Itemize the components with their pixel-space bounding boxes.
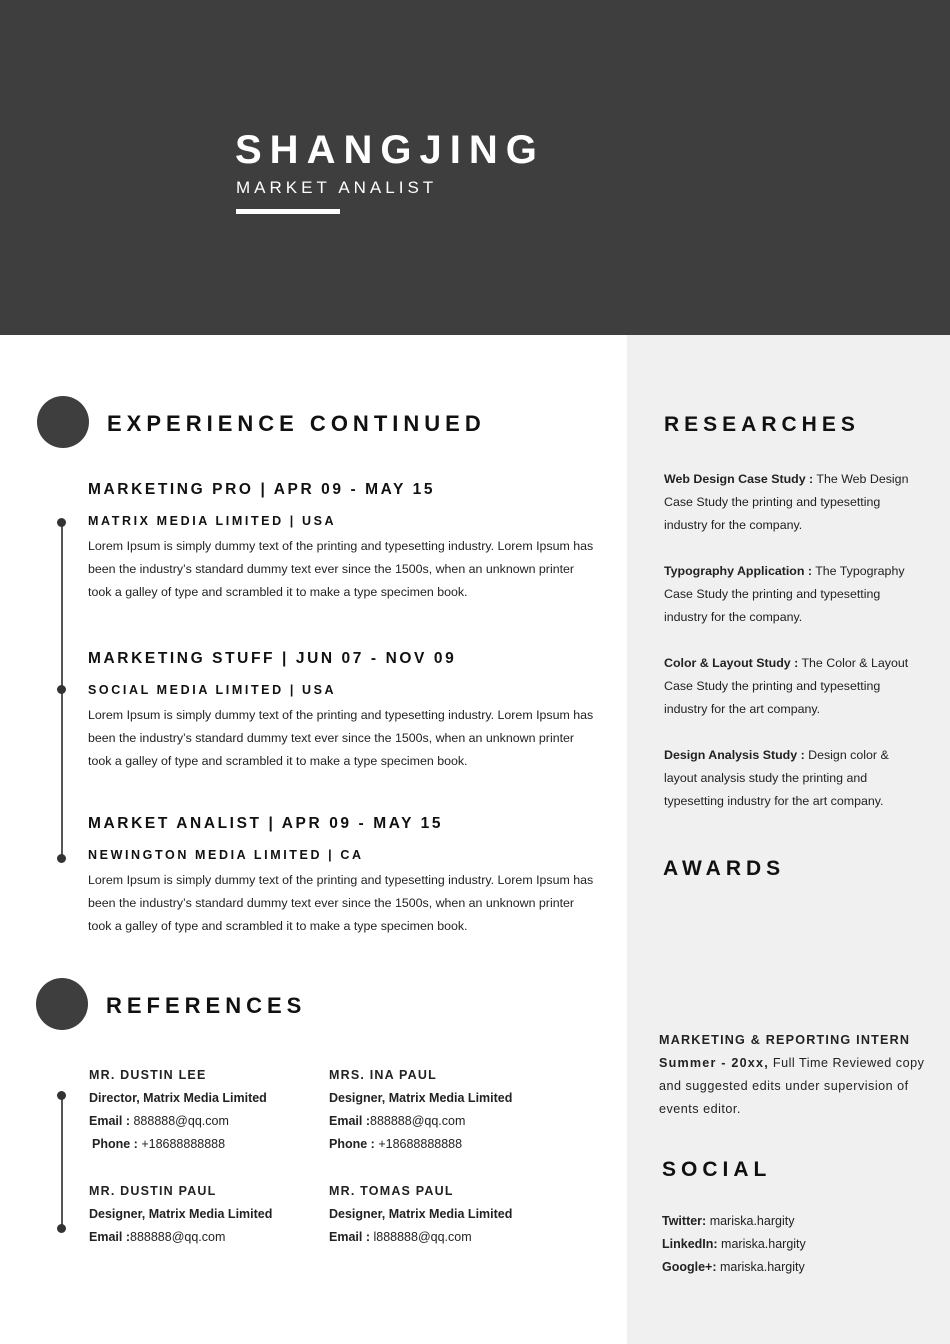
reference-name: MR. DUSTIN LEE bbox=[89, 1068, 207, 1082]
email-value[interactable]: l888888@qq.com bbox=[370, 1230, 472, 1244]
reference-email bbox=[329, 1110, 512, 1133]
research-item bbox=[664, 468, 912, 537]
reference-card bbox=[329, 1064, 512, 1156]
reference-phone bbox=[89, 1133, 267, 1156]
award-item bbox=[659, 1029, 929, 1121]
social-list bbox=[662, 1210, 806, 1279]
twitter-handle[interactable]: mariska.hargity bbox=[706, 1214, 795, 1228]
reference-email bbox=[329, 1226, 512, 1249]
email-label: Email : bbox=[89, 1230, 130, 1244]
timeline-dot bbox=[57, 685, 66, 694]
social-section-title: SOCIAL bbox=[662, 1158, 772, 1181]
social-item-linkedin bbox=[662, 1233, 806, 1256]
linkedin-label: LinkedIn: bbox=[662, 1237, 718, 1251]
research-text: The Typography Case Study the printing and typesetting industry for the company. bbox=[664, 564, 905, 624]
research-item bbox=[664, 652, 912, 721]
email-value[interactable]: 888888@qq.com bbox=[130, 1114, 229, 1128]
header-banner bbox=[0, 0, 950, 335]
researches-section-title: RESEARCHES bbox=[664, 413, 860, 436]
research-item bbox=[664, 560, 912, 629]
experience-circle-marker bbox=[37, 396, 89, 448]
research-text: The Color & Layout Case Study the printing and typesetting industry for the art company. bbox=[664, 656, 909, 716]
job-description: Lorem Ipsum is simply dummy text of the printing and typesetting industry. Lorem Ipsum has been the industry’s standard dummy text ever since the 1500s, when an unknown printer took a galley of type and scrambled it to make a type specimen book. bbox=[88, 708, 594, 768]
reference-card bbox=[89, 1180, 272, 1249]
social-item-twitter bbox=[662, 1210, 806, 1233]
reference-position: Designer, Matrix Media Limited bbox=[89, 1207, 273, 1221]
title-underline bbox=[236, 209, 340, 214]
job-company: MATRIX MEDIA LIMITED | USA bbox=[88, 514, 337, 528]
research-label: Design Analysis Study : bbox=[664, 748, 805, 762]
research-label: Color & Layout Study : bbox=[664, 656, 799, 670]
reference-email bbox=[89, 1110, 267, 1133]
job-title: MARKET ANALIST | APR 09 - MAY 15 bbox=[88, 815, 444, 832]
job-title: MARKETING PRO | APR 09 - MAY 15 bbox=[88, 481, 436, 498]
research-item bbox=[664, 744, 912, 813]
awards-section-title: AWARDS bbox=[663, 857, 786, 880]
research-text: Design color & layout analysis study the printing and typesetting industry for the art company. bbox=[664, 748, 889, 808]
references-circle-marker bbox=[36, 978, 88, 1030]
social-item-googleplus bbox=[662, 1256, 806, 1279]
award-heading: MARKETING & REPORTING INTERN Summer - 20xx, bbox=[659, 1033, 911, 1070]
research-text: The Web Design Case Study the printing and typesetting industry for the company. bbox=[664, 472, 909, 532]
phone-value: +18688888888 bbox=[137, 1137, 226, 1151]
reference-phone bbox=[329, 1133, 512, 1156]
experience-section-title: EXPERIENCE CONTINUED bbox=[107, 411, 486, 436]
job-company: SOCIAL MEDIA LIMITED | USA bbox=[88, 683, 337, 697]
reference-name: MR. DUSTIN PAUL bbox=[89, 1184, 217, 1198]
email-label: Email : bbox=[329, 1230, 370, 1244]
experience-item bbox=[88, 814, 598, 938]
reference-position: Director, Matrix Media Limited bbox=[89, 1091, 267, 1105]
candidate-role: MARKET ANALIST bbox=[236, 178, 438, 197]
timeline-dot bbox=[57, 1091, 66, 1100]
reference-name: MR. TOMAS PAUL bbox=[329, 1184, 454, 1198]
experience-item bbox=[88, 649, 598, 773]
references-timeline bbox=[61, 1096, 63, 1230]
phone-label: Phone : bbox=[329, 1137, 375, 1151]
googleplus-handle[interactable]: mariska.hargity bbox=[716, 1260, 805, 1274]
email-label: Email : bbox=[329, 1114, 370, 1128]
timeline-dot bbox=[57, 854, 66, 863]
reference-card bbox=[329, 1180, 512, 1249]
timeline-dot bbox=[57, 1224, 66, 1233]
phone-label: Phone : bbox=[92, 1137, 138, 1151]
reference-position: Designer, Matrix Media Limited bbox=[329, 1207, 513, 1221]
reference-card bbox=[89, 1064, 267, 1156]
research-label: Typography Application : bbox=[664, 564, 812, 578]
googleplus-label: Google+: bbox=[662, 1260, 717, 1274]
award-text: Full Time Reviewed copy and suggested edits under supervision of events editor. bbox=[659, 1056, 925, 1116]
timeline-dot bbox=[57, 518, 66, 527]
job-title: MARKETING STUFF | JUN 07 - NOV 09 bbox=[88, 650, 457, 667]
linkedin-handle[interactable]: mariska.hargity bbox=[717, 1237, 806, 1251]
email-label: Email : bbox=[89, 1114, 130, 1128]
research-label: Web Design Case Study : bbox=[664, 472, 814, 486]
email-value[interactable]: 888888@qq.com bbox=[130, 1230, 226, 1244]
experience-item bbox=[88, 480, 598, 604]
job-company: NEWINGTON MEDIA LIMITED | CA bbox=[88, 848, 364, 862]
job-description: Lorem Ipsum is simply dummy text of the printing and typesetting industry. Lorem Ipsum has been the industry’s standard dummy text ever since the 1500s, when an unknown printer took a galley of type and scrambled it to make a type specimen book. bbox=[88, 539, 594, 599]
reference-email bbox=[89, 1226, 272, 1249]
twitter-label: Twitter: bbox=[662, 1214, 707, 1228]
phone-value: +18688888888 bbox=[374, 1137, 463, 1151]
candidate-name: SHANGJING bbox=[235, 128, 545, 172]
job-description: Lorem Ipsum is simply dummy text of the printing and typesetting industry. Lorem Ipsum has been the industry’s standard dummy text ever since the 1500s, when an unknown printer took a galley of type and scrambled it to make a type specimen book. bbox=[88, 873, 594, 933]
email-value[interactable]: 888888@qq.com bbox=[370, 1114, 466, 1128]
reference-name: MRS. INA PAUL bbox=[329, 1068, 437, 1082]
reference-position: Designer, Matrix Media Limited bbox=[329, 1091, 513, 1105]
references-section-title: REFERENCES bbox=[106, 993, 307, 1018]
